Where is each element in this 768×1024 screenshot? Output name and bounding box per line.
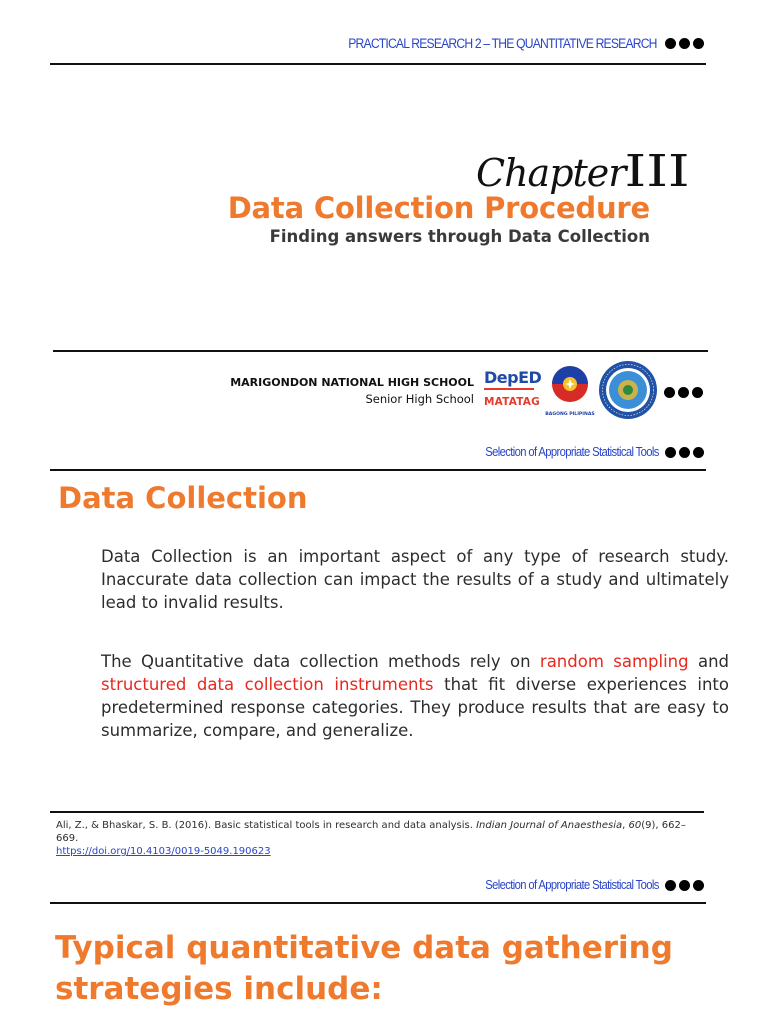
highlight-structured-instruments: structured data collection instruments	[101, 675, 434, 694]
school-row-dots	[664, 384, 703, 402]
section1-paragraph1: Data Collection is an important aspect of any type of research study. Inaccurate data collection can impact the results of a study and ultimately lead to invalid results.	[101, 547, 729, 612]
dots-icon	[665, 880, 704, 891]
highlight-random-sampling: random sampling	[539, 652, 689, 671]
dots-icon	[665, 447, 704, 458]
section2-label: Selection of Appropriate Statistical Tools	[485, 878, 659, 892]
school-division: Senior High School	[365, 392, 474, 406]
header-bar	[314, 36, 704, 51]
school-seal-logo	[598, 360, 658, 420]
section1-paragraph2: The Quantitative data collection methods rely on random sampling and structured data collection instruments that fit diverse experiences into predetermined response categories. They produce results that are easy to summarize, compare, and generalize.	[101, 652, 730, 740]
header-divider	[50, 63, 706, 65]
section1-heading: Data Collection	[58, 481, 308, 515]
chapter-word: Chapter	[476, 151, 626, 195]
section1-header	[466, 445, 704, 459]
chapter-title: Data Collection Procedure	[227, 191, 650, 225]
doi-link[interactable]: https://doi.org/10.4103/0019-5049.190623	[56, 846, 271, 857]
reference-citation: Ali, Z., & Bhaskar, S. B. (2016). Basic statistical tools in research and data analysis. Indian Journal of Anaesthesia, 60(9), 662–669. https://doi.org/10.4103/0019-5049.190623	[56, 820, 686, 857]
section1-divider	[50, 469, 706, 471]
chapter-numeral: III	[624, 146, 691, 197]
school-block	[230, 376, 474, 406]
chapter-subtitle: Finding answers through Data Collection	[269, 227, 650, 246]
school-divider	[53, 350, 708, 352]
chapter-heading	[476, 146, 691, 197]
reference-divider	[50, 811, 704, 813]
dots-icon	[665, 38, 704, 49]
section2-heading: Typical quantitative data gathering strategies include:	[55, 930, 673, 1007]
section2-divider	[50, 902, 706, 904]
school-name: MARIGONDON NATIONAL HIGH SCHOOL	[230, 376, 474, 389]
section2-header	[466, 878, 704, 892]
section1-label: Selection of Appropriate Statistical Tools	[485, 445, 659, 459]
deped-matatag-logo: DepED MATATAG	[484, 368, 542, 408]
dots-icon	[664, 387, 703, 398]
course-title: PRACTICAL RESEARCH 2 – THE QUANTITATIVE RESEARCH	[348, 36, 657, 51]
bagong-pilipinas-logo: BAGONG PILIPINAS	[545, 364, 595, 414]
